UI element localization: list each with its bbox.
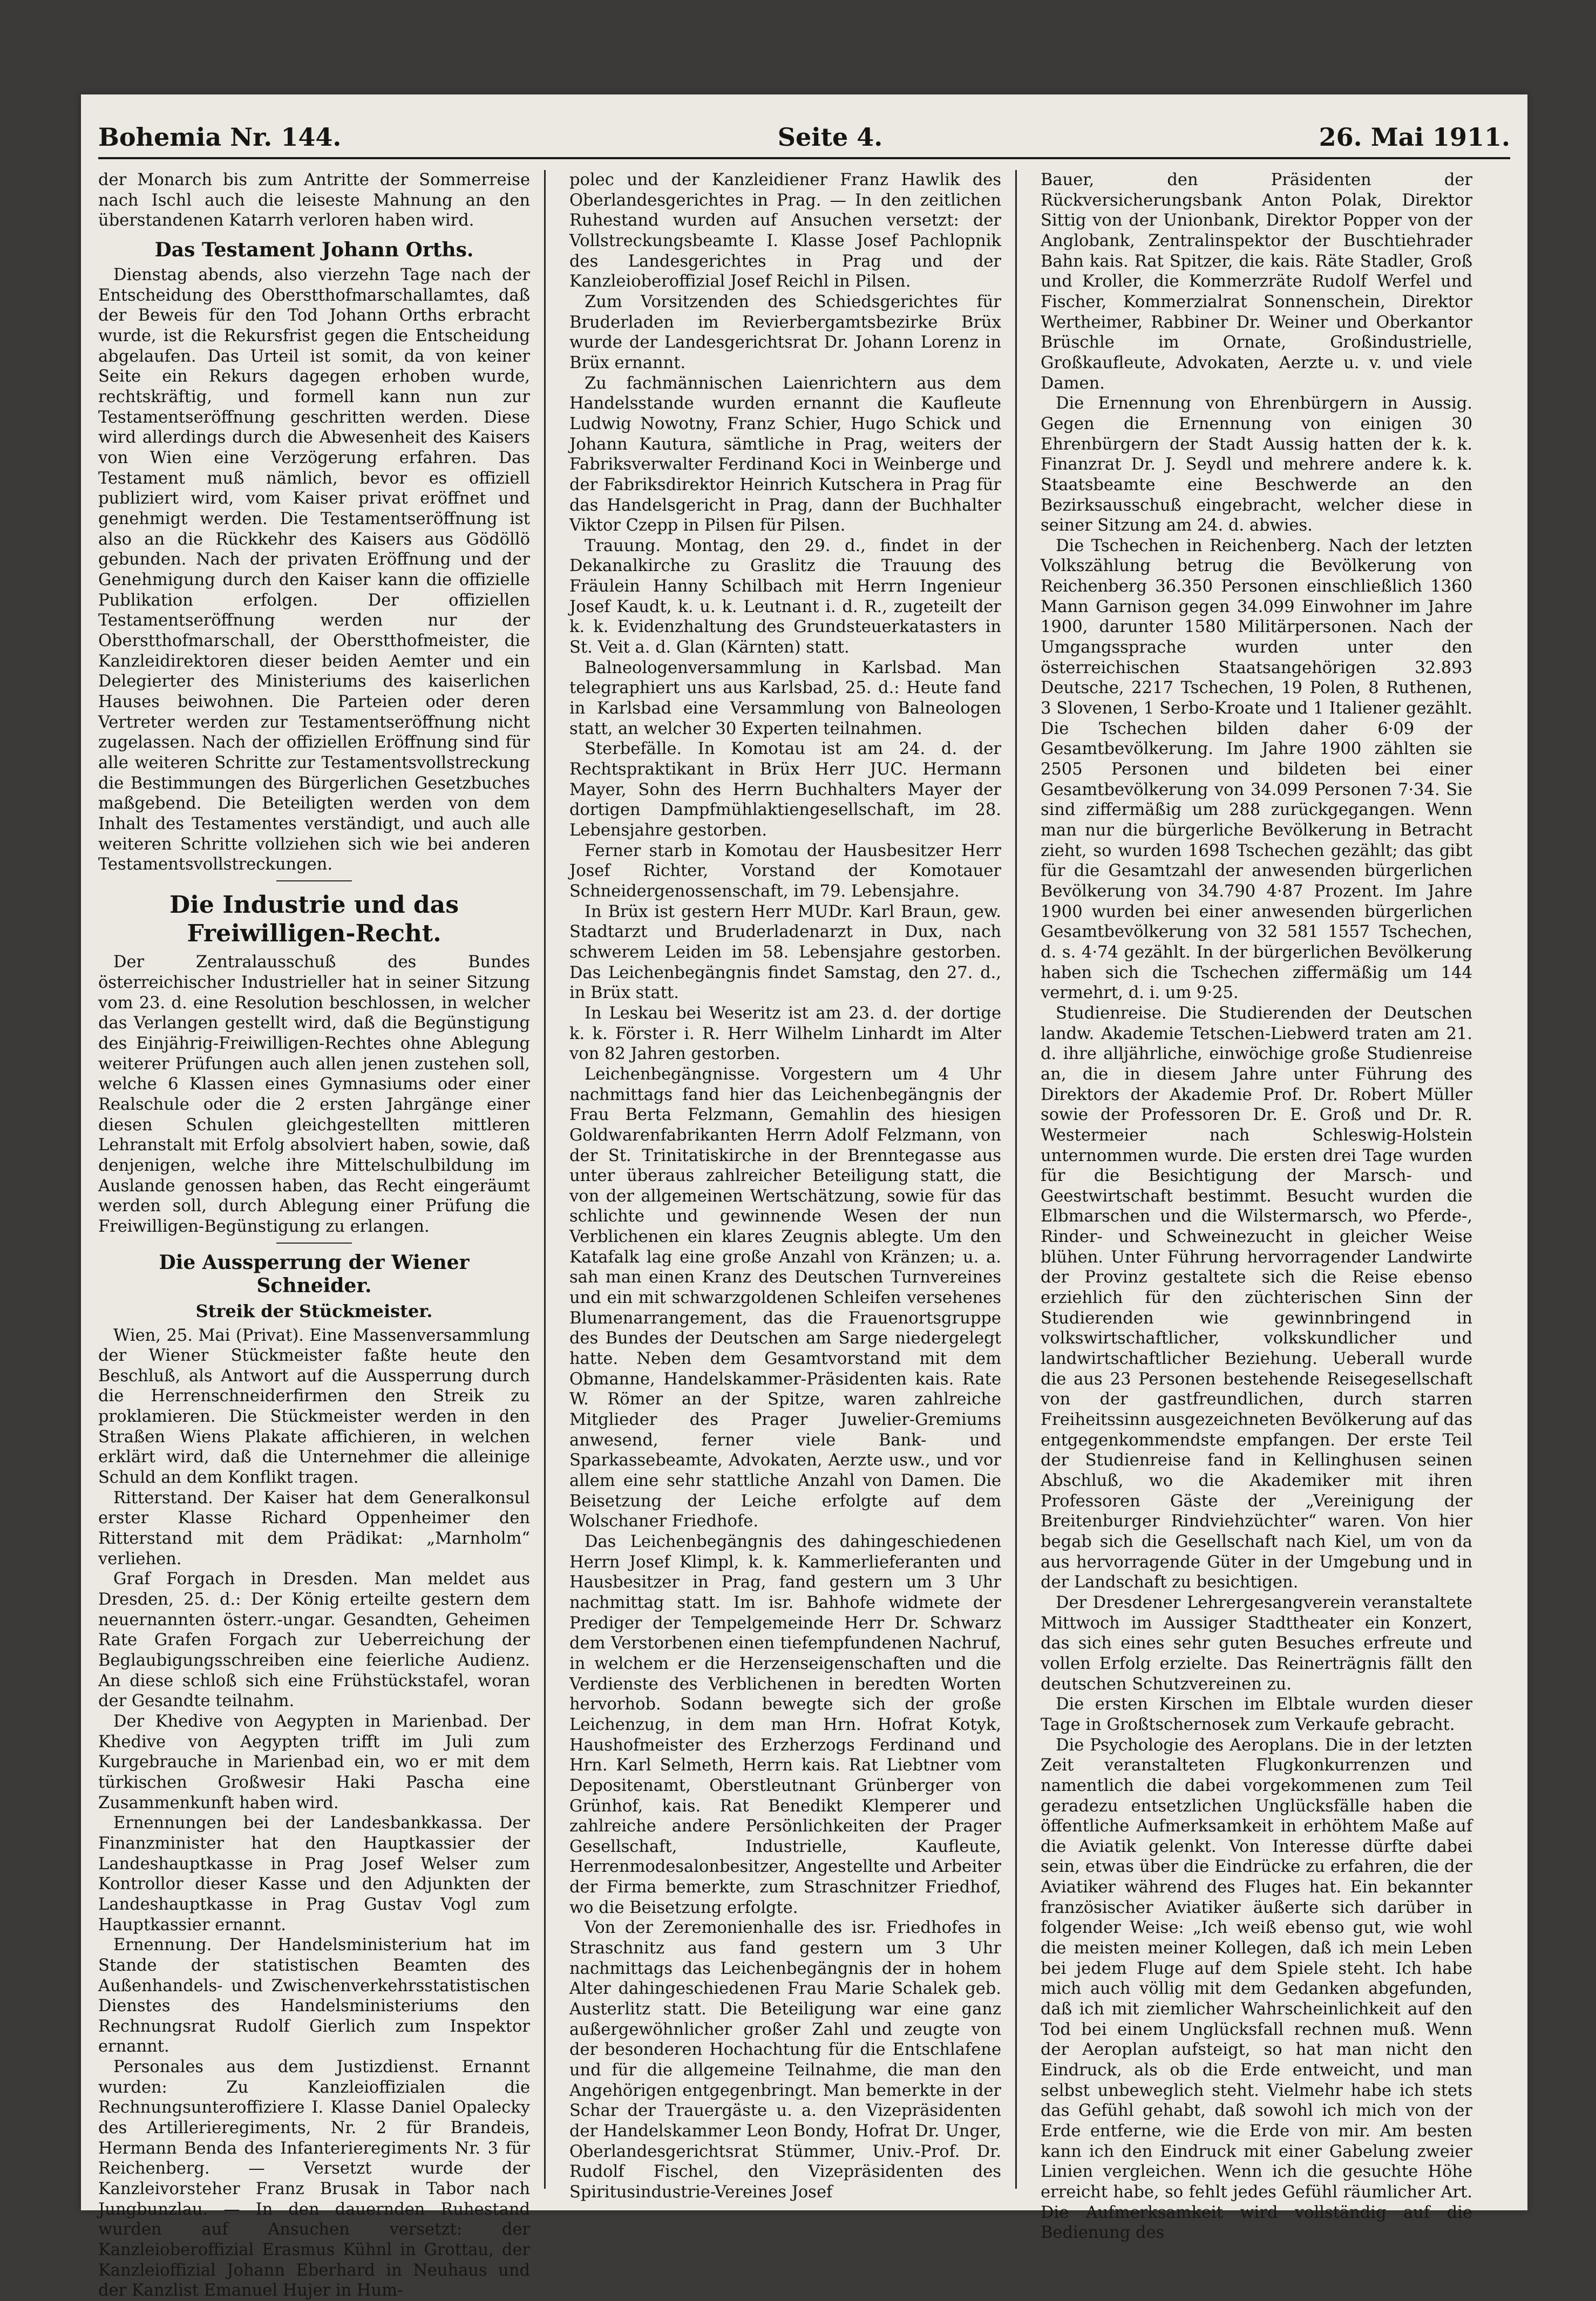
section-divider bbox=[276, 1243, 352, 1244]
article-schiedsgericht: Zum Vorsitzenden des Schiedsgerichtes für Bruderladen im Revierbergamtsbezirke Brüx wurde der Landesgerichtsrat Dr. Johann Lorenz in Brüx ernannt. bbox=[569, 292, 1001, 372]
article-landesbank: Ernennungen bei der Landesbankkassa. Der Finanzminister hat den Hauptkassier der Landeshauptkasse in Prag Josef Welser zum Kontrollor dieser Kasse und den Adjunkten der Landeshauptkasse in Prag Gustav Vogl zum Hauptkassier ernannt. bbox=[98, 1814, 530, 1935]
article-kirschen: Die ersten Kirschen im Elbtale wurden dieser Tage in Großtschernosek zum Verkaufe gebracht. bbox=[1041, 1695, 1472, 1734]
section-divider bbox=[276, 880, 352, 881]
newspaper-page bbox=[81, 94, 1527, 2300]
article-leichenbegaengnisse-3: Von der Zeremonienhalle des isr. Friedhofes in Straschnitz aus fand gestern um 3 Uhr nachmittags das Leichenbegängnis der in hohem Alter dahingeschiedenen Frau Marie Schalek geb. Austerlitz statt. Die Beteiligung war eine ganz außergewöhnlicher großer Zahl und zeugte von der besonderen Hochachtung für die Entschlafene und für die allgemeine Teilnahme, die man den Angehörigen entgegenbringt. Man bemerkte in der Schar der Trauergäste u. a. den Vizepräsidenten der Handelskammer Leon Bondy, Hofrat Dr. Unger, Oberlandesgerichtsrat Stümmer, Univ.-Prof. Dr. Rudolf Fischel, den Vizepräsidenten des Spiritusindustrie-Vereines Josef bbox=[569, 1918, 1001, 2202]
article-leichenbegaengnisse: Leichenbegängnisse. Vorgestern um 4 Uhr nachmittags fand hier das Leichenbegängnis der Frau Berta Felzmann, Gemahlin des hiesigen Goldwarenfabrikanten Herrn Adolf Felzmann, von der St. Trinitatiskirche in der Brenntegasse aus unter überaus zahlreicher Beteiligung statt, die von der allgemeinen Wertschätzung, sowie für das schlichte und gewinnende Wesen der nun Verblichenen ein klares Zeugnis ablegte. Um den Katafalk lag eine große Anzahl von Kränzen; u. a. sah man einen Kranz des Deutschen Turnvereines und ein mit schwarzgoldenen Schleifen versehenes Blumenarrangement, das die Frauenortsgruppe des Bundes der Deutschen am Sarge niedergelegt hatte. Neben dem Gesamtvorstand mit dem Obmanne, Handelskammer-Präsidenten kais. Rate W. Römer an der Spitze, waren zahlreiche Mitglieder des Prager Juwelier-Gremiums anwesend, ferner viele Bank- und Sparkassebeamte, Advokaten, Aerzte usw., und vor allem eine sehr stattliche Anzahl von Damen. Die Beisetzung der Leiche erfolgte auf dem Wolschaner Friedhofe. bbox=[569, 1064, 1001, 1531]
article-tschechen-reichenberg: Die Tschechen in Reichenberg. Nach der letzten Volkszählung betrug die Bevölkerung von Reichenberg 36.350 Personen einschließlich 1360 Mann Garnison gegen 34.099 Einwohner im Jahre 1900, darunter 1580 Militärpersonen. Nach der Umgangssprache wurden unter den österreichischen Staatsangehörigen 32.893 Deutsche, 2217 Tschechen, 19 Polen, 8 Ruthenen, 3 Slovenen, 1 Serbo-Kroate und 1 Italiener gezählt. Die Tschechen bilden daher 6·09 der Gesamtbevölkerung. Im Jahre 1900 zählten sie 2505 Personen und bildeten bei einer Gesamtbevölkerung von 34.099 Personen 7·34. Sie sind ziffermäßig um 288 zurückgegangen. Wenn man nur die bürgerliche Bevölkerung in Betracht zieht, so wurden 1698 Tschechen gezählt; das gibt für die Gesamtzahl der anwesenden bürgerlichen Bevölkerung von 34.790 4·87 Prozent. Im Jahre 1900 wurden bei einer anwesenden bürgerlichen Gesamtbevölkerung von 32 581 1557 Tschechen, d. s. 4·74 gezählt. In der bürgerlichen Bevölkerung haben sich die Tschechen ziffermäßig um 144 vermehrt, d. i. um 9·25. bbox=[1041, 536, 1472, 1003]
column-2 bbox=[569, 170, 1001, 2200]
headline-testament: Das Testament Johann Orths. bbox=[154, 238, 474, 261]
article-justizdienst: Personales aus dem Justizdienst. Ernannt wurden: Zu Kanzleioffizialen die Rechnungsunteroffiziere I. Klasse Daniel Opalecky des Artillerieregiments, Nr. 2 für Brandeis, Hermann Benda des Infanterieregiments Nr. 3 für Reichenberg. — Versetzt wurde der Kanzleivorsteher Franz Brusak in Tabor nach Jungbunzlau. — In den dauernden Ruhestand wurden auf Ansuchen versetzt: der Kanzleioberoffizial Erasmus Kühnl in Grottau, der Kanzleioffizial Johann Eberhard in Neuhaus und der Kanzlist Emanuel Hujer in Hum- bbox=[98, 2058, 530, 2300]
headline-aussperrung: Die Aussperrung der Wiener Schneider. bbox=[159, 1251, 470, 1297]
header-date: 26. Mai 1911. bbox=[1319, 123, 1510, 152]
column-1 bbox=[98, 170, 530, 2300]
article-ritterstand: Ritterstand. Der Kaiser hat dem Generalkonsul erster Klasse Richard Oppenheimer den Ritterstand mit dem Prädikat: „Marnholm“ verliehen. bbox=[98, 1488, 530, 1569]
article-industrie: Der Zentralausschuß des Bundes österreichischer Industrieller hat in seiner Sitzung vom 23. d. eine Resolution beschlossen, in welcher das Verlangen gestellt wird, daß die Begünstigung des Einjährig-Freiwilligen-Rechtes ohne Ablegung weiterer Prüfungen auch allen jenen zustehen soll, welche 6 Klassen eines Gymnasiums oder einer Realschule oder die 2 ersten Jahrgänge einer diesen Schulen gleichgestellten mittleren Lehranstalt mit Erfolg absolviert haben, sowie, daß denjenigen, welche ihre Mittelschulbildung im Auslande genossen haben, das Recht eingeräumt werden soll, durch Ablegung einer Prüfung die Freiwilligen-Begünstigung zu erlangen. bbox=[98, 953, 530, 1236]
article-wien: Wien, 25. Mai (Privat). Eine Massenversammlung der Wiener Stückmeister faßte heute den Beschluß, als Antwort auf die Aussperrung durch die Herrenschneiderfirmen den Streik zu proklamieren. Die Stückmeister werden in den Straßen Wiens Plakate affichieren, in welchen erklärt wird, daß die Unternehmer die alleinige Schuld an dem Konflikt tragen. bbox=[98, 1326, 530, 1488]
article-leichenbegaengnisse-2: Das Leichenbegängnis des dahingeschiedenen Herrn Josef Klimpl, k. k. Kammerlieferanten und Hausbesitzer in Prag, fand gestern um 3 Uhr nachmittag statt. Im isr. Bahhofe widmete der Prediger der Tempelgemeinde Herr Dr. Schwarz dem Verstorbenen einen tiefempfundenen Nachruf, in welchem er die Herzenseigenschaften und die Verdienste des Verblichenen in beredten Worten hervorhob. Sodann bewegte sich der große Leichenzug, in dem man Hrn. Hofrat Kotyk, Haushofmeister des Erzherzogs Ferdinand und Hrn. Karl Selmeth, Herrn kais. Rat Liebtner vom Depositenamt, Oberstleutnant Grünberger von Grünhof, kais. Rat Benedikt Klemperer und zahlreiche andere Persönlichkeiten der Prager Gesellschaft, Industrielle, Kaufleute, Herrenmodesalonbesitzer, Angestellte und Arbeiter der Firma bemerkte, zum Straschnitzer Friedhof, wo die Beisetzung erfolgte. bbox=[569, 1532, 1001, 1917]
article-continuation: der Monarch bis zum Antritte der Sommerreise nach Ischl auch die leiseste Mahnung an den überstandenen Katarrh verloren haben wird. bbox=[98, 171, 530, 230]
article-sterbefaelle-2: Ferner starb in Komotau der Hausbesitzer Herr Josef Richter, Vorstand der Komotauer Schneidergenossenschaft, im 79. Lebensjahre. bbox=[569, 841, 1001, 901]
column-rule-2 bbox=[1015, 170, 1017, 2189]
article-ehrenbuerger: Die Ernennung von Ehrenbürgern in Aussig. Gegen die Ernennung von einigen 30 Ehrenbürgern der Stadt Aussig hatten der k. k. Finanzrat Dr. J. Seydl und mehrere andere k. k. Staatsbeamte eine Beschwerde an den Bezirksausschuß eingebracht, welcher diese in seiner Sitzung am 24. d. abwies. bbox=[1041, 394, 1472, 535]
article-sterbefaelle: Sterbefälle. In Komotau ist am 24. d. der Rechtspraktikant in Brüx Herr JUC. Hermann Mayer, Sohn des Herrn Buchhalters Mayer der dortigen Dampfmühlaktiengesellschaft, im 28. Lebensjahre gestorben. bbox=[569, 739, 1001, 840]
column-3 bbox=[1041, 170, 1472, 2243]
header-page-number: Seite 4. bbox=[777, 123, 883, 152]
article-continuation: Bauer, den Präsidenten der Rückversicherungsbank Anton Polak, Direktor Sittig von der Unionbank, Direktor Popper von der Anglobank, Zentralinspektor der Buschtiehrader Bahn kais. Rat Spitzer, die kais. Räte Stadler, Groß und Kroller, die Kommerzräte Rudolf Werfel und Fischer, Kommerzialrat Sonnenschein, Direktor Wertheimer, Rabbiner Dr. Weiner und Oberkantor Brüschle im Ornate, Großindustrielle, Großkaufleute, Advokaten, Aerzte u. v. und viele Damen. bbox=[1041, 171, 1472, 393]
article-ernennung: Ernennung. Der Handelsministerium hat im Stande der statistischen Beamten des Außenhandels- und Zwischenverkehrsstatistischen Dienstes des Handelsministeriums den Rechnungsrat Rudolf Gierlich zum Inspektor ernannt. bbox=[98, 1936, 530, 2056]
article-trauung: Trauung. Montag, den 29. d., findet in der Dekanalkirche zu Graslitz die Trauung des Fräulein Hanny Schilbach mit Herrn Ingenieur Josef Kaudt, k. u. k. Leutnant i. d. R., zugeteilt der k. k. Evidenzhaltung des Grundsteuerkatasters in St. Veit a. d. Glan (Kärnten) statt. bbox=[569, 536, 1001, 657]
subheadline-streik: Streik der Stückmeister. bbox=[195, 1301, 433, 1321]
article-forgach: Graf Forgach in Dresden. Man meldet aus Dresden, 25. d.: Der König erteilte gestern dem neuernannten österr.-ungar. Gesandten, Geheimen Rate Grafen Forgach zur Ueberreichung der Beglaubigungsschreiben eine feierliche Audienz. An diese schloß sich eine Frühstückstafel, woran der Gesandte teilnahm. bbox=[98, 1570, 530, 1711]
article-sterbefaelle-4: In Leskau bei Weseritz ist am 23. d. der dortige k. k. Förster i. R. Herr Wilhelm Linhardt im Alter von 82 Jahren gestorben. bbox=[569, 1003, 1001, 1064]
article-lehrergesangverein: Der Dresdener Lehrergesangverein veranstaltete Mittwoch im Aussiger Stadttheater ein Konzert, das sich eines sehr guten Besuches erfreute und vollen Erfolg erzielte. Das Reinerträgnis fällt den deutschen Schutzvereinen zu. bbox=[1041, 1593, 1472, 1694]
article-testament: Dienstag abends, also vierzehn Tage nach der Entscheidung des Oberstthofmarschallamtes, daß der Beweis für den Tod Johann Orths erbracht wurde, ist die Rekursfrist gegen die Entscheidung abgelaufen. Das Urteil ist somit, da von keiner Seite ein Rekurs dagegen erhoben wurde, rechtskräftig, und formell kann nun zur Testamentseröffnung geschritten werden. Diese wird allerdings durch die Abwesenheit des Kaisers von Wien eine Verzögerung erfahren. Das Testament muß nämlich, bevor es offiziell publiziert wird, vom Kaiser privat eröffnet und genehmigt werden. Die Testamentseröffnung ist also an die Rückkehr des Kaisers aus Gödöllö gebunden. Nach der privaten Eröffnung und der Genehmigung durch den Kaiser kann die offizielle Publikation erfolgen. Der offiziellen Testamentseröffnung werden nur der Oberstthofmarschall, der Oberstthofmeister, die Kanzleidirektoren dieser beiden Aemter und ein Delegierter des Ministeriums des kaiserlichen Hauses beiwohnen. Die Parteien oder deren Vertreter werden zur Testamentseröffnung nicht zugelassen. Nach der offiziellen Eröffnung sind für alle weiteren Schritte zur Testamentsvollstreckung die Bestimmungen des Bürgerlichen Gesetzbuches maßgebend. Die Beteiligten werden von dem Inhalt des Testamentes verständigt, und auch alle weiteren Schritte vollziehen sich wie bei anderen Testamentsvollstreckungen. bbox=[98, 266, 530, 874]
article-khedive: Der Khedive von Aegypten in Marienbad. Der Khedive von Aegypten trifft im Juli zum Kurgebrauche in Marienbad ein, wo er mit dem türkischen Großwesir Haki Pascha eine Zusammenkunft haben wird. bbox=[98, 1712, 530, 1813]
header-publication-issue: Bohemia Nr. 144. bbox=[98, 123, 342, 152]
page-header bbox=[98, 123, 1510, 159]
article-laienrichter: Zu fachmännischen Laienrichtern aus dem Handelsstande wurden ernannt die Kaufleute Ludwig Nowotny, Franz Schier, Hugo Schick und Johann Kautura, sämtliche in Prag, weiters der Fabriksverwalter Ferdinand Koci in Weinberge und der Fabriksdirektor Heinrich Kutschera in Prag für das Handelsgericht in Prag, dann der Buchhalter Viktor Czepp in Pilsen für Pilsen. bbox=[569, 374, 1001, 535]
article-balneologen: Balneologenversammlung in Karlsbad. Man telegraphiert uns aus Karlsbad, 25. d.: Heute fand in Karlsbad eine Versammlung von Balneologen statt, an welcher 30 Experten teilnahmen. bbox=[569, 658, 1001, 738]
article-continuation: polec und der Kanzleidiener Franz Hawlik des Oberlandesgerichtes in Prag. — In den zeitlichen Ruhestand wurden auf Ansuchen versetzt: der Vollstreckungsbeamte I. Klasse Josef Pachlopnik des Landesgerichtes in Prag und der Kanzleioberoffizial Josef Reichl in Pilsen. bbox=[569, 171, 1001, 291]
column-rule-1 bbox=[544, 170, 546, 2189]
article-sterbefaelle-3: In Brüx ist gestern Herr MUDr. Karl Braun, gew. Stadtarzt und Bruderladenarzt in Dux, nach schwerem Leiden im 58. Lebensjahre gestorben. Das Leichenbegängnis findet Samstag, den 27. d., in Brüx statt. bbox=[569, 902, 1001, 1003]
headline-industrie: Die Industrie und das Freiwilligen-Recht. bbox=[169, 891, 459, 947]
article-aeroplan: Die Psychologie des Aeroplans. Die in der letzten Zeit veranstalteten Flugkonkurrenzen und namentlich die dabei vorgekommenen zum Teil geradezu entsetzlichen Unglücksfälle haben die öffentliche Aufmerksamkeit in erhöhtem Maße auf die Aviatik gelenkt. Von Interesse dürfte dabei sein, etwas über die Eindrücke zu erfahren, die der Aviatiker während des Fluges hat. Ein bekannter französischer Aviatiker äußerte sich darüber in folgender Weise: „Ich weiß ebenso gut, wie wohl die meisten meiner Kollegen, daß ich mein Leben bei jedem Fluge auf dem Spiele steht. Ich habe mich auch völlig mit dem Gedanken abgefunden, daß ich mit ziemlicher Wahrscheinlichkeit auf den Tod bei einem Unglücksfall rechnen muß. Wenn der Aeroplan aufsteigt, so hat man nicht den Eindruck, als ob die Erde entweicht, und man selbst unbeweglich steht. Vielmehr habe ich stets das Gefühl gehabt, daß sowohl ich mich von der Erde entferne, wie die Erde von mir. Am besten kann ich den Eindruck mit einer Gabelung zweier Linien vergleichen. Wenn ich die gesuchte Höhe erreicht habe, so fehlt jedes Gefühl räumlicher Art. Die Aufmerksamkeit wird vollständig auf die Bedienung des bbox=[1041, 1735, 1472, 2243]
article-studienreise: Studienreise. Die Studierenden der Deutschen landw. Akademie Tetschen-Liebwerd traten am 21. d. ihre alljährliche, einwöchige große Studienreise an, die in diesem Jahre unter Führung des Direktors der Akademie Prof. Dr. Robert Müller sowie der Professoren Dr. E. Groß und Dr. R. Westermeier nach Schleswig-Holstein unternommen wurde. Die ersten drei Tage wurden für die Besichtigung der Marsch- und Geestwirtschaft bestimmt. Besucht wurden die Elbmarschen und die Wilstermarsch, wo Pferde-, Rinder- und Schweinezucht in gleicher Weise blühen. Unter Führung hervorragender Landwirte der Provinz gestaltete sich die Reise ebenso erziehlich für den züchterischen Sinn der Studierenden wie gewinnbringend in volkswirtschaftlicher, volkskundlicher und landwirtschaftlicher Beziehung. Ueberall wurde die aus 23 Personen bestehende Reisegesellschaft von der gastfreundlichen, durch starren Freiheitssinn ausgezeichneten Bevölkerung auf das entgegenkommendste empfangen. Der erste Teil der Studienreise fand in Kellinghusen seinen Abschluß, wo die Akademiker mit ihren Professoren Gäste der „Vereinigung der Breitenburger Rindviehzüchter“ waren. Von hier begab sich die Gesellschaft nach Kiel, um von da aus hervorragende Güter in der Umgebung und in der Landschaft zu besichtigen. bbox=[1041, 1003, 1472, 1592]
